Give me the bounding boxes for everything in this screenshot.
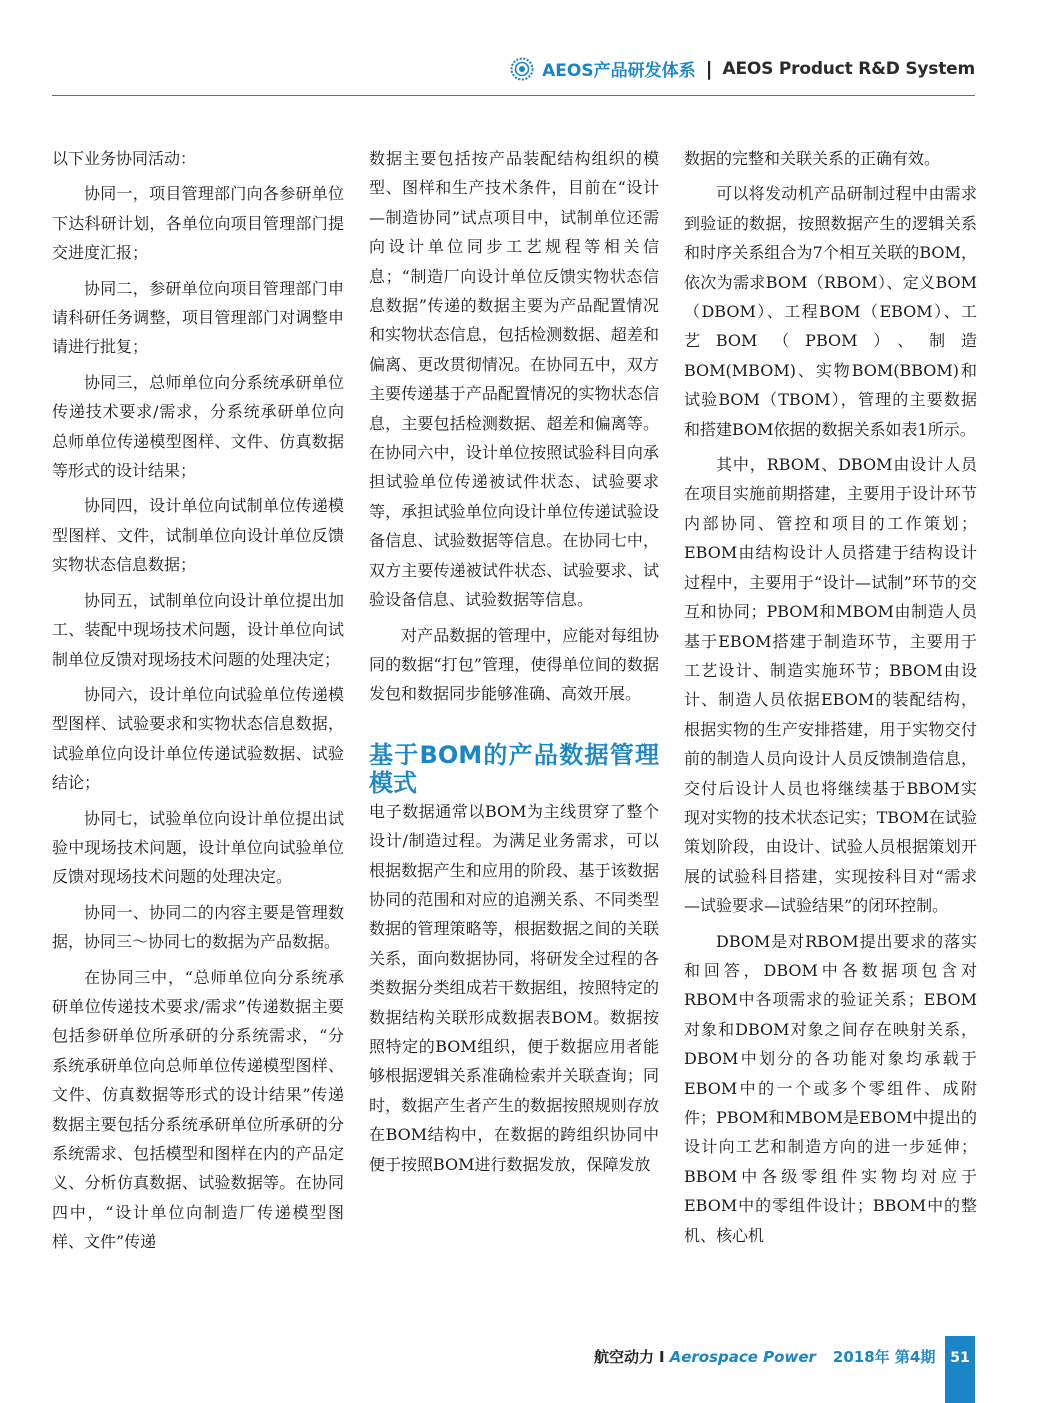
journal-name-cn: 航空动力 <box>594 1348 655 1366</box>
paragraph: 以下业务协同活动： <box>52 149 197 168</box>
paragraph: 协同二，参研单位向项目管理部门申请科研任务调整，项目管理部门对调整申请进行批复； <box>52 278 344 357</box>
paragraph: 数据主要包括按产品装配结构组织的模型、图样和生产技术条件，目前在“设计—制造协同”试点项目中，试制单位还需向设计单位同步工艺规程等相关信息；“制造厂向设计单位反馈实物状态信息数据”传递的数据主要为产品配置情况和实物状态信息，包括检测数据、超差和偏离、更改贯彻情况。在协同五中，双方主要传递基于产品配置情况的实物状态信息，主要包括检测数据、超差和偏离等。在协同六中，设计单位按照试验科目向承担试验单位传递被试件状态、试验要求等，承担试验单位向设计单位传递试验设备信息、试验数据等信息。在协同七中，双方主要传递被试件状态、试验要求、试验设备信息、试验数据等信息。 <box>369 149 659 610</box>
paragraph: 协同五，试制单位向设计单位提出加工、装配中现场技术问题，设计单位向试制单位反馈对现场技术问题的处理决定； <box>52 590 344 669</box>
page-number: 51 <box>950 1350 970 1366</box>
column-2 <box>369 144 659 1179</box>
header-title-en: AEOS Product R&D System <box>722 58 975 79</box>
journal-name-en: Aerospace Power <box>669 1347 816 1366</box>
paragraph: 协同一、协同二的内容主要是管理数据，协同三～协同七的数据为产品数据。 <box>52 902 344 952</box>
paragraph: 电子数据通常以BOM为主线贯穿了整个设计/制造过程。为满足业务需求，可以根据数据产生和应用的阶段、基于该数据协同的范围和对应的追溯关系、不同类型数据的管理策略等，根据数据之间的关联关系，面向数据协同，将研发全过程的各类数据分类组成若干数据组，按照特定的数据结构关联形成数据表BOM。数据按照特定的BOM组织，便于数据应用者能够根据逻辑关系准确检索并关联查询；同时，数据产生者产生的数据按照规则存放在BOM结构中，在数据的跨组织协同中便于按照BOM进行数据发放，保障发放 <box>369 801 659 1174</box>
issue-label: 2018年 第4期 <box>832 1348 936 1366</box>
paragraph: 协同一，项目管理部门向各参研单位下达科研计划，各单位向项目管理部门提交进度汇报； <box>52 184 344 263</box>
header-rule <box>52 95 975 96</box>
paragraph: 在协同三中，“总师单位向分系统承研单位传递技术要求/需求”传递数据主要包括参研单位所承研的分系统需求，“分系统承研单位向总师单位传递模型图样、文件、仿真数据等形式的设计结果”传递数据主要包括分系统承研单位所承研的分系统需求、包括模型和图样在内的产品定义、分析仿真数据、试验数据等。在协同四中，“设计单位向制造厂传递模型图样、文件”传递 <box>52 967 344 1252</box>
section-heading: 基于BOM的产品数据管理模式 <box>369 740 659 797</box>
column-1 <box>52 144 344 1257</box>
paragraph: DBOM是对RBOM提出要求的落实和回答，DBOM中各数据项包含对RBOM中各项需求的验证关系；EBOM对象和DBOM对象之间存在映射关系，DBOM中划分的各功能对象均承载于EBOM中的一个或多个零组件、成附件；PBOM和MBOM是EBOM中提出的设计向工艺和制造方向的进一步延伸；BBOM中各级零组件实物均对应于EBOM中的零组件设计；BBOM中的整机、核心机 <box>684 931 977 1245</box>
gear-logo-icon <box>510 57 534 81</box>
paragraph: 协同三，总师单位向分系统承研单位传递技术要求/需求，分系统承研单位向总师单位传递模型图样、文件、仿真数据等形式的设计结果； <box>52 372 344 481</box>
page-number-box <box>945 1336 975 1403</box>
column-3 <box>684 144 977 1250</box>
paragraph: 可以将发动机产品研制过程中由需求到验证的数据，按照数据产生的逻辑关系和时序关系组合为7个相互关联的BOM，依次为需求BOM（RBOM）、定义BOM（DBOM）、工程BOM（EBOM）、工艺BOM（PBOM）、制造BOM(MBOM)、实物BOM(BBOM)和试验BOM（TBOM），管理的主要数据和搭建BOM依据的数据关系如表1所示。 <box>684 184 977 439</box>
paragraph: 其中，RBOM、DBOM由设计人员在项目实施前期搭建，主要用于设计环节内部协同、管控和项目的工作策划；EBOM由结构设计人员搭建于结构设计过程中，主要用于“设计—试制”环节的交互和协同；PBOM和MBOM由制造人员基于EBOM搭建于制造环节，主要用于工艺设计、制造实施环节；BBOM由设计、制造人员依据EBOM的装配结构，根据实物的生产安排搭建，用于实物交付前的制造人员向设计人员反馈制造信息，交付后设计人员也将继续基于BBOM实现对实物的技术状态记实；TBOM在试验策划阶段，由设计、试验人员根据策划开展的试验科目搭建，实现按科目对“需求—试验要求—试验结果”的闭环控制。 <box>684 455 977 916</box>
running-header <box>510 56 975 81</box>
paragraph: 协同七，试验单位向设计单位提出试验中现场技术问题，设计单位向试验单位反馈对现场技术问题的处理决定。 <box>52 808 344 887</box>
paragraph: 协同四，设计单位向试制单位传递模型图样、文件，试制单位向设计单位反馈实物状态信息数据； <box>52 496 344 575</box>
paragraph: 数据的完整和关联关系的正确有效。 <box>684 149 941 168</box>
paragraph: 协同六，设计单位向试验单位传递模型图样、试验要求和实物状态信息数据，试验单位向设计单位传递试验数据、试验结论； <box>52 684 344 793</box>
footer-separator: I <box>659 1347 665 1366</box>
header-title-cn: AEOS产品研发体系 <box>542 61 696 81</box>
running-footer <box>594 1346 935 1367</box>
paragraph: 对产品数据的管理中，应能对每组协同的数据“打包”管理，使得单位间的数据发包和数据同步能够准确、高效开展。 <box>369 625 659 704</box>
header-separator: | <box>705 57 713 80</box>
